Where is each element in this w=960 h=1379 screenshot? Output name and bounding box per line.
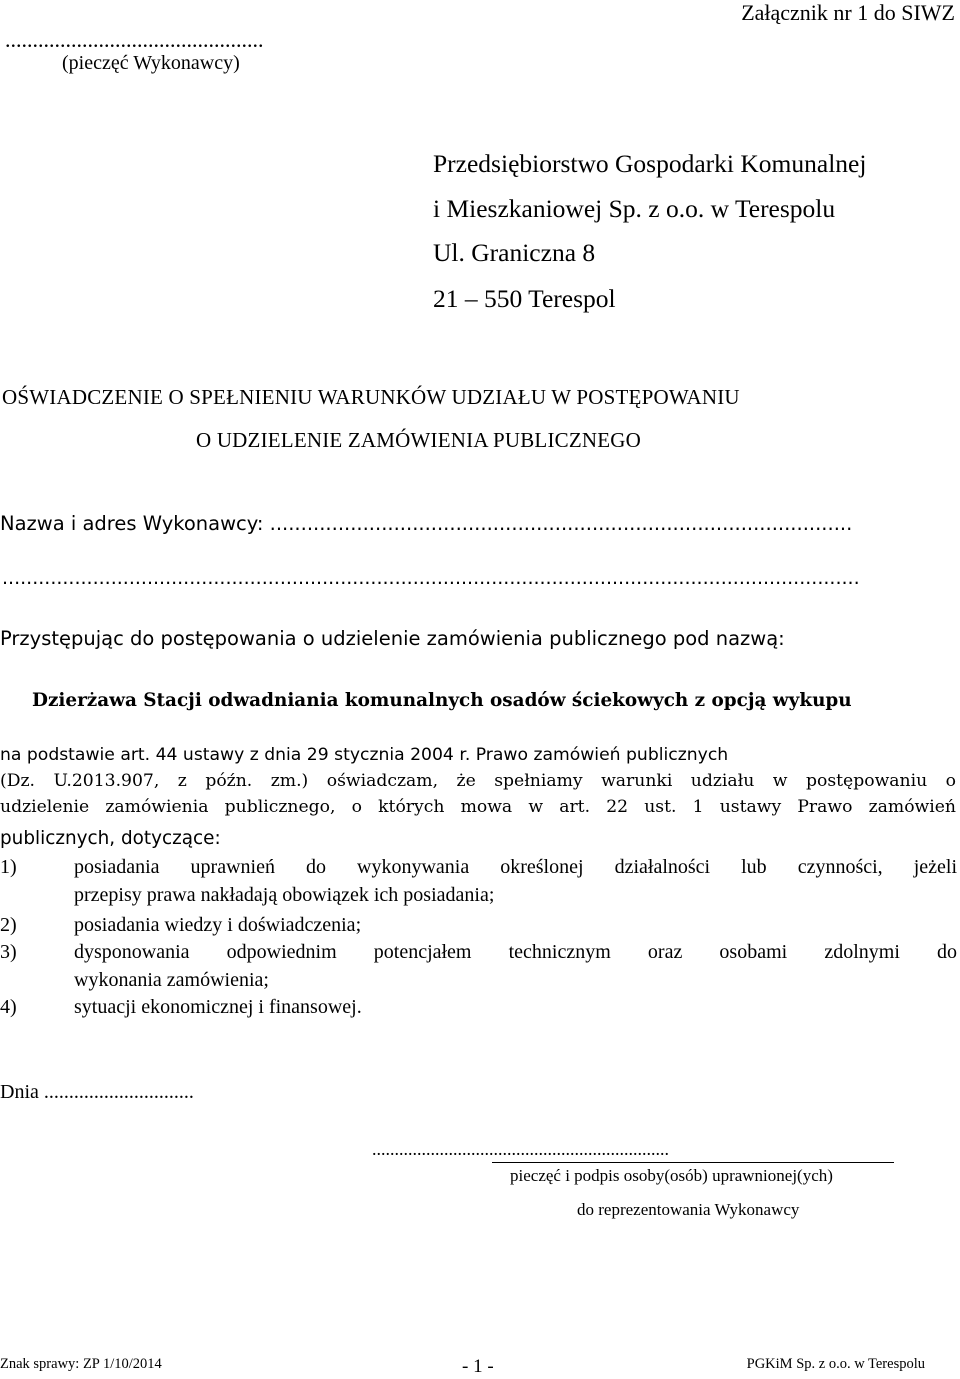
footer-page-number: - 1 -	[462, 1356, 494, 1377]
list-item-continuation: przepisy prawa nakładają obowiązek ich posiadania;	[74, 884, 495, 906]
stamp-label: (pieczęć Wykonawcy)	[62, 52, 240, 74]
body-line: (Dz. U.2013.907, z późn. zm.) oświadczam, że spełniamy warunki udziału w postępowaniu o	[0, 771, 956, 791]
list-item: dysponowania odpowiednim potencjałem technicznym oraz osobami zdolnymi do	[74, 941, 957, 963]
recipient-line: Ul. Graniczna 8	[433, 238, 596, 267]
footer-case-reference: Znak sprawy: ZP 1/10/2014	[0, 1356, 162, 1372]
body-line: publicznych, dotyczące:	[0, 828, 221, 849]
annex-label: Załącznik nr 1 do SIWZ	[741, 0, 955, 25]
date-field: Dnia ..............................	[0, 1081, 194, 1103]
recipient-line: Przedsiębiorstwo Gospodarki Komunalnej	[433, 149, 867, 178]
footer-organization: PGKiM Sp. z o.o. w Terespolu	[746, 1356, 925, 1372]
list-item-continuation: wykonania zamówienia;	[74, 969, 269, 991]
recipient-line: 21 – 550 Terespol	[433, 284, 616, 313]
signature-dots: ..................................................................	[372, 1139, 669, 1159]
body-line: udzielenie zamówienia publicznego, o których mowa w art. 22 ust. 1 ustawy Prawo zamówień	[0, 797, 956, 817]
list-item: posiadania uprawnień do wykonywania określonej działalności lub czynności, jeżeli	[74, 856, 957, 878]
recipient-line: i Mieszkaniowej Sp. z o.o. w Terespolu	[433, 194, 836, 223]
signature-caption-2: do reprezentowania Wykonawcy	[577, 1200, 800, 1219]
signature-caption: pieczęć i podpis osoby(osób) uprawnionej(ych)	[510, 1166, 833, 1185]
contractor-continuation-dots: ..............................................................................................................................................	[2, 567, 860, 589]
proceeding-intro: Przystępując do postępowania o udzielenie zamówienia publicznego pod nazwą:	[0, 627, 785, 650]
signature-line	[492, 1162, 894, 1163]
title-line: O UDZIELENIE ZAMÓWIENIA PUBLICZNEGO	[196, 428, 642, 452]
list-item-number: 1)	[0, 856, 17, 878]
stamp-placeholder: ...............................................	[5, 27, 264, 52]
tender-subject: Dzierżawa Stacji odwadniania komunalnych osadów ściekowych z opcją wykupu	[32, 690, 852, 711]
contractor-name-address-field: Nazwa i adres Wykonawcy: ..............................................................................................	[0, 512, 853, 535]
body-line: na podstawie art. 44 ustawy z dnia 29 stycznia 2004 r. Prawo zamówień publicznych	[0, 745, 729, 765]
title-line: OŚWIADCZENIE O SPEŁNIENIU WARUNKÓW UDZIAŁU W POSTĘPOWANIU	[2, 385, 740, 409]
list-item-number: 3)	[0, 941, 17, 963]
list-item: posiadania wiedzy i doświadczenia;	[74, 914, 362, 936]
list-item-number: 2)	[0, 914, 17, 936]
list-item-number: 4)	[0, 996, 17, 1018]
list-item: sytuacji ekonomicznej i finansowej.	[74, 996, 362, 1018]
